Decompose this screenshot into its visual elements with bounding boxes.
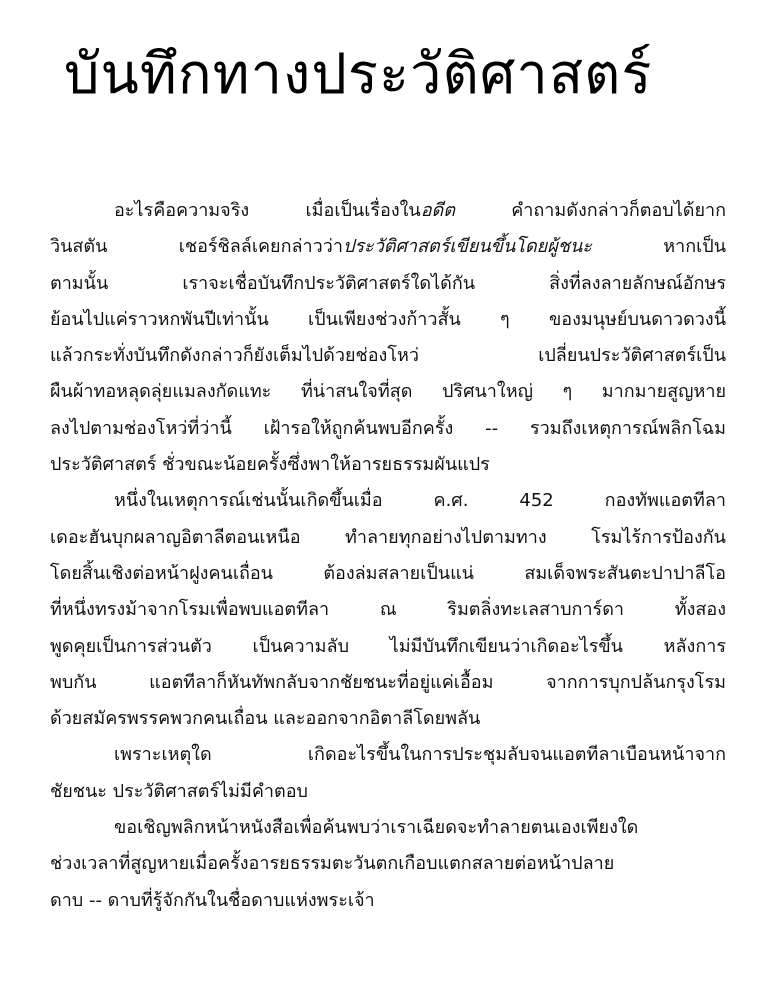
text-line	[50, 193, 726, 229]
text-segment: ขอเชิญพลิกหน้าหนังสือเพื่อค้นพบว่าเราเฉียดจะทำลายตนเองเพียงใด	[114, 817, 639, 839]
text-line	[50, 266, 726, 302]
text-segment: ที่หนึ่งทรงม้าจากโรมเพื่อพบแอตทีลา ณ ริมตลิ่งทะเลสาบการ์ดา ทั้งสอง	[50, 599, 726, 621]
text-segment: ช่วงเวลาที่สูญหายเมื่อครั้งอารยธรรมตะวันตกเกือบแตกสลายต่อหน้าปลาย	[50, 853, 615, 875]
text-segment: อะไรคือความจริง เมื่อเป็นเรื่องใน	[114, 200, 421, 221]
text-line	[50, 592, 726, 628]
text-line	[50, 447, 726, 483]
text-line	[50, 483, 726, 519]
text-line	[50, 374, 726, 410]
text-segment: หากเป็น	[591, 236, 726, 258]
text-segment: หนึ่งในเหตุการณ์เช่นนั้นเกิดขึ้นเมื่อ ค.ศ. 452 กองทัพแอตทีลา	[114, 490, 726, 512]
text-line	[50, 701, 726, 737]
text-segment: พบกัน แอตทีลาก็หันทัพกลับจากชัยชนะที่อยู่แค่เอื้อม จากการบุกปล้นกรุงโรม	[50, 671, 726, 693]
text-segment: ย้อนไปแค่ราวหกพันปีเท่านั้น เป็นเพียงช่วงก้าวสั้น ๆ ของมนุษย์บนดาวดวงนี้	[50, 308, 726, 330]
text-segment: ตามนั้น เราจะเชื่อบันทึกประวัติศาสตร์ใดได้กัน สิ่งที่ลงลายลักษณ์อักษร	[50, 272, 726, 294]
italic-text: อดีต	[420, 200, 455, 221]
text-line	[50, 883, 726, 919]
text-line	[50, 665, 726, 701]
text-line	[50, 338, 726, 374]
paragraph	[50, 483, 726, 737]
text-line	[50, 846, 726, 882]
text-segment: แล้วกระทั่งบันทึกดังกล่าวก็ยังเต็มไปด้วยช่องโหว่ เปลี่ยนประวัติศาสตร์เป็น	[50, 345, 726, 367]
text-segment: ผืนผ้าทอหลุดลุ่ยแมลงกัดแทะ ที่น่าสนใจที่สุด ปริศนาใหญ่ ๆ มากมายสูญหาย	[50, 381, 726, 403]
text-segment: คำถามดังกล่าวก็ตอบได้ยาก	[454, 200, 726, 221]
text-line	[50, 229, 726, 265]
text-line	[50, 810, 726, 846]
text-segment: ประวัติศาสตร์ ชั่วขณะน้อยครั้งซึ่งพาให้อารยธรรมผันแปร	[50, 454, 490, 476]
text-line	[50, 520, 726, 556]
italic-text: ประวัติศาสตร์เขียนขึ้นโดยผู้ชนะ	[342, 236, 592, 258]
text-segment: วินสตัน เชอร์ชิลล์เคยกล่าวว่า	[50, 236, 343, 258]
text-segment: ด้วยสมัครพรรคพวกคนเถื่อน และออกจากอิตาลีโดยพลัน	[50, 708, 481, 730]
text-segment: ดาบ -- ดาบที่รู้จักกันในชื่อดาบแห่งพระเจ้า	[50, 889, 375, 911]
paragraph	[50, 193, 726, 483]
paragraph	[50, 810, 726, 919]
text-segment: เพราะเหตุใด เกิดอะไรขึ้นในการประชุมลับจนแอตทีลาเบือนหน้าจาก	[114, 744, 726, 766]
text-segment: เดอะฮันบุกผลาญอิตาลีตอนเหนือ ทำลายทุกอย่างไปตามทาง โรมไร้การป้องกัน	[50, 526, 726, 548]
text-line	[50, 302, 726, 338]
page-title: บันทึกทางประวัติศาสตร์	[64, 42, 653, 107]
text-segment: ลงไปตามช่องโหว่ที่ว่านี้ เฝ้ารอให้ถูกค้นพบอีกครั้ง -- รวมถึงเหตุการณ์พลิกโฉม	[50, 417, 726, 439]
text-segment: โดยสิ้นเชิงต่อหน้าฝูงคนเถื่อน ต้องล่มสลายเป็นแน่ สมเด็จพระสันตะปาปาลีโอ	[50, 562, 726, 584]
text-line	[50, 629, 726, 665]
text-segment: พูดคุยเป็นการส่วนตัว เป็นความลับ ไม่มีบันทึกเขียนว่าเกิดอะไรขึ้น หลังการ	[50, 635, 726, 657]
text-line	[50, 737, 726, 773]
body-text	[50, 193, 726, 919]
text-line	[50, 774, 726, 810]
paragraph	[50, 737, 726, 810]
text-line	[50, 411, 726, 447]
text-line	[50, 556, 726, 592]
text-segment: ชัยชนะ ประวัติศาสตร์ไม่มีคำตอบ	[50, 780, 308, 802]
